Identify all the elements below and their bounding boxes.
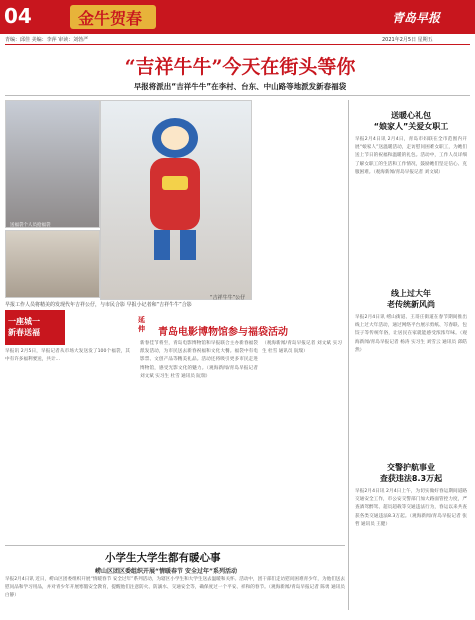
bottom-story-title: 小学生大学生都有暖心事 (105, 552, 221, 564)
paper-logo: 青岛早报 (392, 11, 441, 25)
main-subheadline: 早报将派出“吉祥牛牛”在李村、台东、中山路等地派发新春福袋 (133, 82, 347, 91)
mascot-photo-caption: “吉祥牛牛”公仔 (210, 295, 246, 301)
right3-title: 交警护航事业 查获违法8.3万起 (379, 463, 443, 483)
headline-rule (5, 95, 470, 96)
bottom-photo-caption: 早报工作人员将精美的发现代年吉祥公仔，与市民合影 早报小记者和“吉祥牛牛”合影 (5, 302, 192, 308)
mascot-figure (146, 118, 204, 268)
right2-body: 早报2月4日讯 崂山街道、王哥庄街道在春节期间推出线上过大年活动，通过网络平台展示剪纸、写春联、包饺子等传统年俗，让居民在家就能感受浓浓年味。（观海新闻/青岛早报记者 杨涛 实习生 刘雪云 通讯员 邱皓然） (355, 315, 467, 353)
teaser-tag: 延伸 (138, 316, 145, 333)
date-line: 2021年2月5日 星期五 (382, 37, 433, 43)
bottom-story-subtitle: 崂山区团区委组织开展“情暖春节 安全过年”系列活动 (95, 568, 237, 575)
teaser-title: 青岛电影博物馆参与福袋活动 (158, 327, 288, 338)
teaser-body: 新春佳节将至，青岛电影博物馆和早报联合主办新春福袋派发活动，为市民送去新春祝福和文化大餐。福袋中有电影票、文创产品等精美礼品。活动还将吸引更多市民走进博物馆，感受光影文化的魅力。（观海新闻/青岛早报记者 刘文斌 实习生 杜雪 通讯员 阮瑞） (140, 341, 258, 379)
left-column-body: 早报讯 2月5日，早报记者从市场大发送发了100个福袋，其中有许多福利要送，共计… (5, 349, 130, 363)
crowd-photo (5, 100, 100, 228)
crowd-photo-caption: 送福袋个人员抢福袋 (10, 223, 51, 228)
feature-banner-text: 一座城一 新春送福 (8, 317, 40, 337)
bottom-story-body: 早报2月4日讯 近日，崂山区团委组织开展“情暖春节 安全过年”系列活动，为辖区小学生和大学生送去温暖和关怀。活动中，团干部们走访慰问困难青少年，为他们送去慰问品和学习用品，并对青少年开展寒假安全教育，提醒他们注意防火、防溺水、交通安全等，确保度过一个平安、祥和的春节。（观海新闻/青岛早报记者 陈勇 通讯员 白静） (5, 577, 345, 599)
header-rule (5, 44, 470, 45)
page-number: 04 (4, 4, 32, 28)
main-headline: “吉祥牛牛”今天在街头等你 (124, 56, 356, 78)
right1-title: 送暖心礼包 “娘家人”关爱女职工 (373, 111, 449, 131)
right3-body: 早报2月4日讯 2月4日上午，为切实做好春运期间道路交通安全工作，市公安交警部门加大路面管控力度，严查酒驾醉驾、超员超载等交通违法行为，春运以来共查获各类交通违法8.3万起。（观海新闻/青岛早报记者 张哲 通讯员 王健） (355, 489, 467, 527)
bottom-story-rule (5, 545, 345, 546)
right-column-divider (348, 100, 349, 610)
editors-line: 青编：邱佳 美编：李萍 审读：刘勃严 (5, 37, 89, 43)
right1-body: 早报2月4日讯 2月4日，青岛市妇联在全市范围内开展“娘家人”送温暖活动，走访慰问困难女职工，为她们送上节日的祝福和温暖的礼包。活动中，工作人员详细了解女职工的生活和工作情况，鼓励她们坚定信心、克服困难。（观海新闻/青岛早报记者 刘文斌） (355, 137, 467, 175)
right2-title: 线上过大年 老传统新风尚 (387, 289, 435, 309)
crowd-photo-2 (5, 230, 100, 298)
teaser-body-2: （观海新闻/青岛早报记者 刘文斌 实习生 杜雪 通讯员 阮瑞） (262, 341, 342, 355)
banner-text: 金牛贺春 (78, 9, 143, 28)
